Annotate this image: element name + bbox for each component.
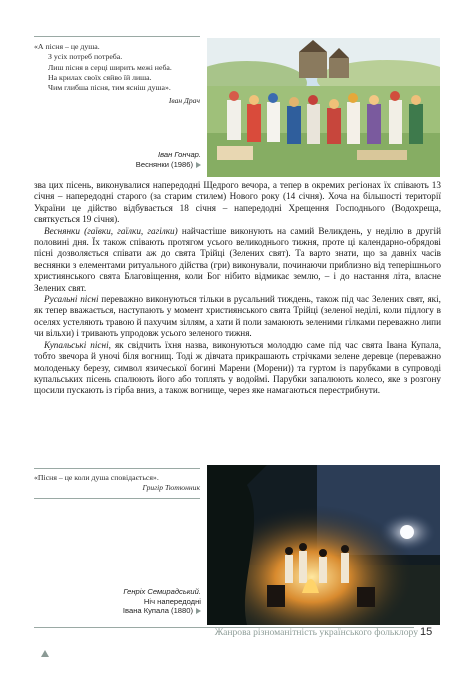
caption-artist: Іван Гончар. [157,150,201,159]
paragraph-text: найчастіше виконують на самий Великдень, у неділю в другій половині дня. Їх також співають протягом усього великоднього тижня, проте ці календарно-обрядові пісні дозволяється співати аж до свята Трійці (Зелених свят). Та варто знати, що за давніх часів веснянки з елементами ритуального дійства (гри) виконували, починаючи приблизно від теперішнього християнського свята Благовіщення, коли Бог нібито відмикає землю, – і до настання літа, власне Зелених свят. [34,225,441,293]
quote-line: На крилах своїх сяйво їй лиша. [48,72,152,82]
triangle-marker-icon [196,608,201,614]
caption-title: Веснянки (1986) [135,159,193,169]
quote-line: Чим глибша пісня, тим ясніш душа». [48,83,171,93]
term: Русальні пісні [44,294,99,305]
painting-caption [80,587,201,616]
painting-caption [80,150,201,169]
caption-title: Ніч напередодні [143,596,201,606]
paragraph [34,340,441,397]
caption-title: Івана Купала (1880) [122,606,193,616]
quote-line: З усіх потреб потреба. [48,52,123,62]
running-footer: Жанрова різноманітність українського фольклору [214,627,418,638]
paragraph [34,226,441,294]
page-number: 15 [420,626,433,638]
triangle-marker-icon [196,162,201,168]
inline-quote [34,468,200,499]
quote-line: Лиш пісня в серці ширить межі неба. [48,62,172,72]
term: Веснянки (гаївки, гаїлки, гагілки) [44,225,178,236]
main-text [34,180,441,397]
triangle-up-icon [41,650,49,657]
quote-author: Григір Тютюнник [142,483,200,493]
paragraph: зва цих пісень, виконувалися напередодні Щедрого вечора, а тепер в окремих регіонах їх співають 13 січня – напередодні старого (за старим стилем) Нового року (14 січня). Хоча на більшості території України це дійство відбувається 18 січня – напередодні Хрещення Господнього (Водохреща, святкується 19 січня). [34,180,441,225]
quote-line: «А пісня – це душа. [34,42,100,51]
paragraph-text: переважно виконуються тільки в русальний тиждень, також під час Зелених свят, які, як тепер вважається, наступають у момент християнського свята Трійці (зеленої неділі, коли підлогу в оселях устеляють травою й пахучим зіллям, а хати й поли замаюють зеленими гілками переважно липи чи вільхи) і тривають упродовж усього зеленого тижня. [34,294,441,339]
painting-vesnianky [207,38,440,177]
paragraph-text: , як свідчить їхня назва, виконуються молоддю саме під час свята Івана Купала, тобто звечора й уночі біля вогнищ. Тоді ж дівчата прикрашають стрічками зелене деревце (переважно молоденьку березу, символ язичеської богині Марени (Морени)) та гуртом із парубками в супроводі купальських пісень спалюють його або топлять у водоймі. Парубки запалюють колесо, яке з розгону щосили пускають із гірба вниз, а також вогнище, через яке намагаються перестрибнути. [34,339,441,396]
term: Купальські пісні [44,339,109,350]
epigraph-quote [34,36,200,107]
paragraph [34,294,441,340]
quote-author: Іван Драч [168,96,200,106]
quote-text: «Пісня – це коли душа сповідається». [34,473,159,482]
painting-kupala-night [207,465,440,625]
caption-artist: Генріх Семирадський. [123,587,201,596]
